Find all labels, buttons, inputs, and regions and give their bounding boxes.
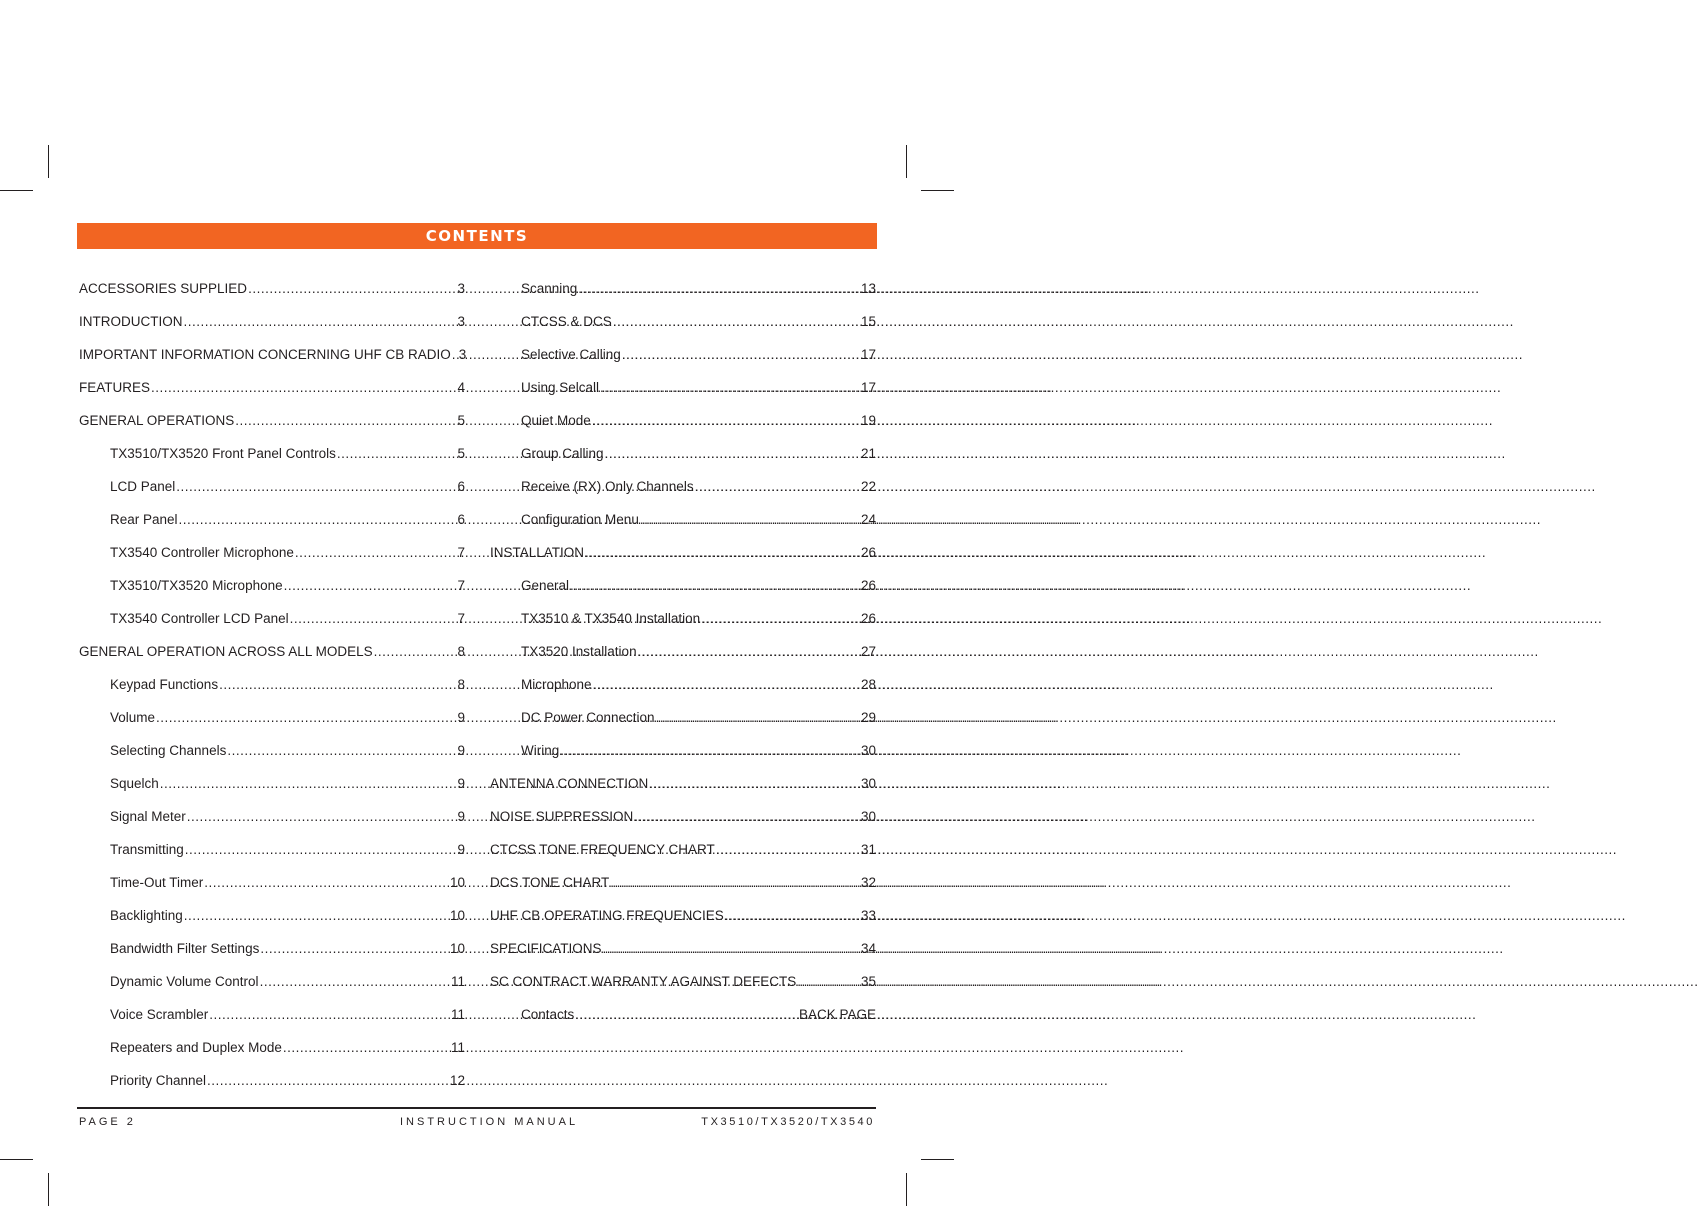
toc-entry-title: Configuration Menu [521,512,639,527]
toc-entry[interactable] [490,303,876,336]
toc-dot-leader [227,743,456,759]
toc-entry-page: 30 [860,776,876,791]
toc-dot-leader [185,842,457,858]
toc-entry-page: 11 [450,974,465,989]
toc-entry-page: 4 [457,380,465,395]
toc-entry-page: 26 [860,545,876,560]
toc-entry[interactable] [490,798,876,831]
toc-dot-leader [695,479,860,495]
toc-entry-title: Selective Calling [521,347,621,362]
toc-dot-leader [578,281,860,297]
toc-entry[interactable] [490,534,876,567]
toc-entry-page: 5 [457,446,465,461]
toc-dot-leader [184,314,457,330]
toc-entry[interactable] [490,930,876,963]
toc-dot-leader [151,380,456,396]
toc-entry[interactable] [490,699,876,732]
toc-dot-leader [575,1007,798,1023]
toc-entry-page: 9 [457,710,465,725]
toc-entry-title: General [521,578,570,593]
toc-entry-page: 9 [457,776,465,791]
footer-manual-title: INSTRUCTION MANUAL [400,1116,579,1128]
toc-dot-leader [593,677,860,693]
toc-entry-page: 21 [860,446,876,461]
toc-entry[interactable] [79,402,465,435]
toc-dot-leader [603,941,860,957]
toc-entry-title: IMPORTANT INFORMATION CONCERNING UHF CB RADIO [79,347,451,362]
toc-entry-page: 30 [860,743,876,758]
toc-entry[interactable] [79,501,465,534]
toc-entry-page: 32 [860,875,876,890]
contents-title: CONTENTS [425,227,529,245]
toc-entry-title: Contacts [521,1007,575,1022]
toc-entry-page: 3 [457,281,465,296]
toc-dot-leader [600,380,860,396]
toc-entry[interactable] [79,666,465,699]
toc-entry[interactable] [79,567,465,600]
toc-entry-page: 26 [860,578,876,593]
footer-rule [77,1107,876,1109]
toc-entry[interactable] [79,468,465,501]
toc-entry-title: ACCESSORIES SUPPLIED [79,281,248,296]
toc-entry[interactable] [490,897,876,930]
toc-entry[interactable] [79,930,465,963]
toc-entry-page: 7 [457,545,465,560]
toc-dot-leader [634,809,860,825]
toc-dot-leader [638,644,860,660]
toc-entry-page: 13 [860,281,876,296]
toc-entry-title: DC Power Connection [521,710,655,725]
toc-dot-leader [184,908,449,924]
toc-dot-leader [283,1040,450,1056]
toc-entry-page: 27 [860,644,876,659]
toc-entry[interactable] [490,567,876,600]
toc-entry-title: Priority Channel [110,1073,207,1088]
toc-entry-page: 9 [457,842,465,857]
toc-entry-title: Selecting Channels [110,743,227,758]
toc-entry-title: Quiet Mode [521,413,591,428]
toc-entry-page: 7 [457,578,465,593]
toc-entry-page: 30 [860,809,876,824]
toc-entry[interactable] [79,369,465,402]
toc-entry-title: CTCSS TONE FREQUENCY CHART [490,842,715,857]
toc-entry[interactable] [490,864,876,897]
toc-entry-page: 29 [860,710,876,725]
toc-entry-title: Repeaters and Duplex Mode [110,1040,282,1055]
toc-dot-leader [290,611,457,627]
toc-entry-page: 31 [860,842,876,857]
toc-entry[interactable] [79,831,465,864]
footer-page-number: PAGE 2 [79,1116,136,1128]
toc-entry-title: GENERAL OPERATION ACROSS ALL MODELS [79,644,373,659]
toc-entry-page: 17 [860,347,876,362]
toc-entry-title: Rear Panel [110,512,178,527]
toc-entry[interactable] [79,435,465,468]
crop-mark-top-left-vertical [48,145,49,178]
toc-entry-title: TX3540 Controller LCD Panel [110,611,289,626]
toc-entry[interactable] [490,402,876,435]
toc-dot-leader [605,446,860,462]
toc-dot-leader [701,611,860,627]
toc-entry-title: Scanning [521,281,578,296]
toc-dot-leader [592,413,860,429]
toc-entry-page: 15 [860,314,876,329]
crop-mark-bottom-left-horizontal [0,1159,33,1160]
toc-entry[interactable] [490,666,876,699]
toc-dot-leader [260,941,449,957]
toc-entry-title: Receive (RX) Only Channels [521,479,694,494]
toc-entry[interactable] [79,864,465,897]
toc-dot-leader [295,545,457,561]
toc-dot-leader [613,314,860,330]
crop-mark-top-left-horizontal [0,190,33,191]
toc-entry[interactable] [490,765,876,798]
toc-entry[interactable] [79,336,465,369]
toc-entry-title: UHF CB OPERATING FREQUENCIES [490,908,724,923]
toc-entry[interactable] [490,600,876,633]
crop-mark-bottom-left-vertical [48,1173,49,1206]
toc-entry-title: CTCSS & DCS [521,314,612,329]
toc-entry-page: 3 [458,347,467,362]
toc-dot-leader [610,875,860,891]
toc-entry-page: 26 [860,611,876,626]
toc-entry-title: Using Selcall [521,380,600,395]
toc-entry-page: 35 [860,974,876,989]
toc-entry-title: LCD Panel [110,479,176,494]
toc-entry-title: TX3510/TX3520 Microphone [110,578,283,593]
toc-entry-title: SPECIFICATIONS [490,941,602,956]
toc-dot-leader [176,479,456,495]
toc-dot-leader [560,743,860,759]
toc-entry-page: 28 [860,677,876,692]
toc-entry-title: Transmitting [110,842,184,857]
toc-dot-leader [207,1073,449,1089]
toc-left-column [79,270,465,1095]
toc-dot-leader [797,974,860,990]
toc-dot-leader [656,710,860,726]
crop-mark-bottom-right-vertical [906,1173,907,1206]
toc-dot-leader [248,281,456,297]
toc-entry-page: 17 [860,380,876,395]
toc-dot-leader [622,347,860,363]
toc-dot-leader [187,809,457,825]
toc-entry[interactable] [79,996,465,1029]
toc-entry[interactable] [490,963,876,996]
crop-mark-top-right-vertical [906,145,907,178]
toc-entry-title: ANTENNA CONNECTION [490,776,649,791]
toc-dot-leader [209,1007,450,1023]
contents-banner [77,223,877,249]
toc-entry[interactable] [490,501,876,534]
toc-entry-page: 3 [457,314,465,329]
toc-entry-page: 7 [457,611,465,626]
toc-entry-page: 22 [860,479,876,494]
toc-dot-leader [640,512,860,528]
toc-right-column [490,270,876,1029]
toc-entry[interactable] [79,600,465,633]
toc-entry-title: TX3510 & TX3540 Installation [521,611,701,626]
toc-entry[interactable] [79,963,465,996]
toc-entry[interactable] [79,1062,465,1095]
toc-entry-title: DCS TONE CHART [490,875,610,890]
toc-entry-title: GENERAL OPERATIONS [79,413,235,428]
toc-dot-leader [156,710,456,726]
toc-entry[interactable] [79,633,465,666]
toc-entry[interactable] [79,897,465,930]
toc-entry-page: 6 [457,512,465,527]
toc-entry-title: Group Calling [521,446,604,461]
toc-entry-page: 19 [860,413,876,428]
toc-entry-page: 8 [457,677,465,692]
toc-dot-leader [716,842,860,858]
toc-entry[interactable] [490,996,876,1029]
toc-entry[interactable] [79,798,465,831]
toc-entry-page: 6 [457,479,465,494]
toc-dot-leader [337,446,457,462]
toc-entry[interactable] [490,369,876,402]
toc-entry[interactable] [79,699,465,732]
toc-entry-page: 8 [457,644,465,659]
toc-entry-page: 9 [457,743,465,758]
toc-dot-leader [570,578,860,594]
toc-dot-leader [585,545,860,561]
toc-entry[interactable] [490,336,876,369]
toc-entry-title: TX3520 Installation [521,644,637,659]
toc-entry-title: Signal Meter [110,809,186,824]
toc-dot-leader [260,974,450,990]
toc-entry-title: NOISE SUPPRESSION [490,809,634,824]
toc-entry-page: 5 [457,413,465,428]
toc-entry[interactable] [79,270,465,303]
toc-entry-title: TX3510/TX3520 Front Panel Controls [110,446,336,461]
toc-entry-page: 11 [450,1007,465,1022]
crop-mark-bottom-right-horizontal [921,1159,954,1160]
toc-entry[interactable] [490,633,876,666]
toc-entry-title: Keypad Functions [110,677,219,692]
toc-dot-leader [725,908,860,924]
toc-entry-title: Volume [110,710,156,725]
footer-model-numbers: TX3510/TX3520/TX3540 [701,1116,875,1128]
toc-entry-title: SC CONTRACT WARRANTY AGAINST DEFECTS [490,974,797,989]
toc-entry[interactable] [79,534,465,567]
toc-entry-page: 9 [457,809,465,824]
toc-entry[interactable] [490,468,876,501]
toc-entry[interactable] [490,435,876,468]
toc-dot-leader [374,644,457,660]
toc-entry-title: INSTALLATION [490,545,585,560]
toc-entry-page: 10 [449,875,465,890]
toc-entry-title: Dynamic Volume Control [110,974,259,989]
toc-entry[interactable] [490,732,876,765]
toc-entry-title: FEATURES [79,380,151,395]
toc-entry-page: 24 [860,512,876,527]
toc-dot-leader [179,512,457,528]
toc-dot-leader [204,875,449,891]
toc-entry-page: 33 [860,908,876,923]
toc-entry-page: 11 [450,1040,465,1055]
toc-entry-title: INTRODUCTION [79,314,183,329]
toc-dot-leader [452,347,458,363]
toc-entry-title: Squelch [110,776,159,791]
toc-entry-page: 12 [449,1073,465,1088]
toc-dot-leader [160,776,457,792]
toc-entry[interactable] [490,270,876,303]
toc-entry-page: 34 [860,941,876,956]
toc-entry[interactable] [490,831,876,864]
toc-dot-leader [284,578,457,594]
toc-entry-title: TX3540 Controller Microphone [110,545,294,560]
toc-entry-page: 10 [449,908,465,923]
toc-dot-leader [649,776,860,792]
toc-entry-title: Microphone [521,677,592,692]
toc-entry-title: Wiring [521,743,560,758]
toc-dot-leader [235,413,456,429]
toc-entry[interactable] [79,303,465,336]
toc-entry[interactable] [79,732,465,765]
toc-entry[interactable] [79,1029,465,1062]
crop-mark-top-right-horizontal [921,190,954,191]
toc-dot-leader [219,677,456,693]
toc-entry-title: Bandwidth Filter Settings [110,941,260,956]
toc-entry-page: 10 [449,941,465,956]
toc-entry-page: BACK PAGE [798,1007,876,1022]
toc-entry-title: Voice Scrambler [110,1007,209,1022]
toc-entry-title: Time-Out Timer [110,875,204,890]
toc-entry[interactable] [79,765,465,798]
toc-entry-title: Backlighting [110,908,183,923]
